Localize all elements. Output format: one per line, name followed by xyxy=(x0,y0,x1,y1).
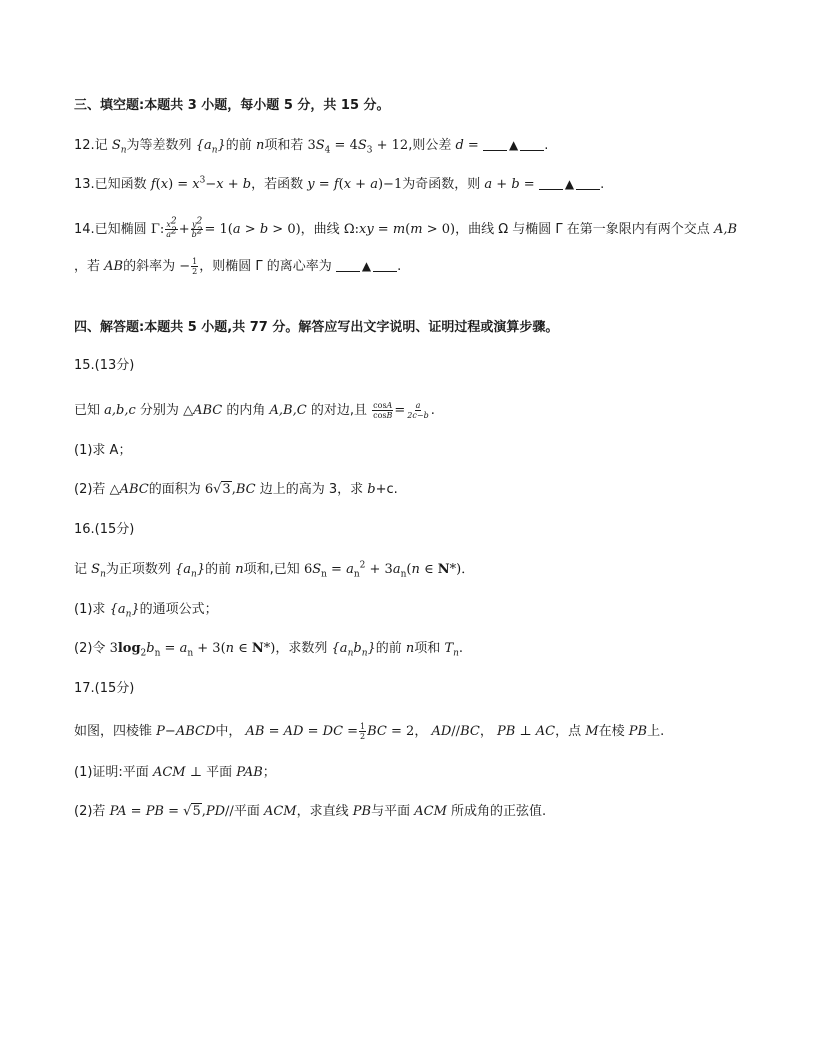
question-16-part1: (1)求 $\{a_n\}$的通项公式； xyxy=(74,602,218,620)
answer-blank[interactable]: ▲ xyxy=(539,175,600,194)
question-14: 14.已知椭圆 Γ: $\frac{x^2}{a^2}$ + $\frac{y^2}{b^2}$ = 1(a > b > 0)，曲线 Ω:xy = m(m > 0)，曲线 Ω 与椭圆 Γ 在第一象限内有两个交点 A,B xyxy=(74,216,738,239)
question-17-stem: 如图，四棱锥 P−ABCD中， AB = AD = DC = $\frac{1}{2}$ BC = 2， AD//BC， PB ⊥ AC，点 M在棱 PB上. xyxy=(74,722,665,741)
question-13: 13.已知函数 $f(x) = x^3-x + b$，若函数 y = f(x + a)−1为奇函数，则 a + b = ▲ . xyxy=(74,175,605,192)
question-15-stem: 已知 a,b,c 分别为 △ABC 的内角 A,B,C 的对边,且 $\frac{\cos A}{\cos B}$ = $\frac{a}{2c-b}$ . xyxy=(74,401,435,420)
question-17-part2: (2)若 PA = PB = √5,PD//平面 ACM，求直线 PB与平面 ACM 所成角的正弦值. xyxy=(74,804,547,819)
section3-heading: 三、填空题:本题共 3 小题，每小题 5 分，共 15 分。 xyxy=(74,98,390,113)
question-14-cont: ，若 AB的斜率为 − $\frac{1}{2}$ ，则椭圆 Γ 的离心率为 ▲ . xyxy=(74,257,402,276)
answer-blank[interactable]: ▲ xyxy=(483,136,544,155)
question-15-label: 15.(13分) xyxy=(74,358,135,373)
answer-blank[interactable]: ▲ xyxy=(336,257,397,276)
question-16-stem: 记 $S_n$为正项数列 $\{a_n\}$的前 n项和,已知 $6S_n = a_n^2 + 3a_n(n$ ∈ N*)． xyxy=(74,560,475,580)
question-15-part1: (1)求 A； xyxy=(74,443,132,458)
question-16-label: 16.(15分) xyxy=(74,522,135,537)
question-12: 12.记 $S_n$为等差数列 $\{a_n\}$的前 n项和若 $3S_4 = 4S_3 + 12$,则公差 d = ▲ . xyxy=(74,138,549,156)
section4-heading: 四、解答题:本题共 5 小题,共 77 分。解答应写出文字说明、证明过程或演算步骤。 xyxy=(74,320,559,335)
question-17-part1: (1)证明:平面 ACM ⊥ 平面 PAB； xyxy=(74,765,276,780)
question-17-label: 17.(15分) xyxy=(74,681,135,696)
question-15-part2: (2)若 △ABC的面积为 6√3,BC 边上的高为 3，求 b+c. xyxy=(74,482,398,497)
question-16-part2: (2)令 $3\log_2b_n = a_n + 3(n$ ∈ N*)，求数列 $\{a_nb_n\}$的前 n项和 $T_n$. xyxy=(74,641,464,659)
